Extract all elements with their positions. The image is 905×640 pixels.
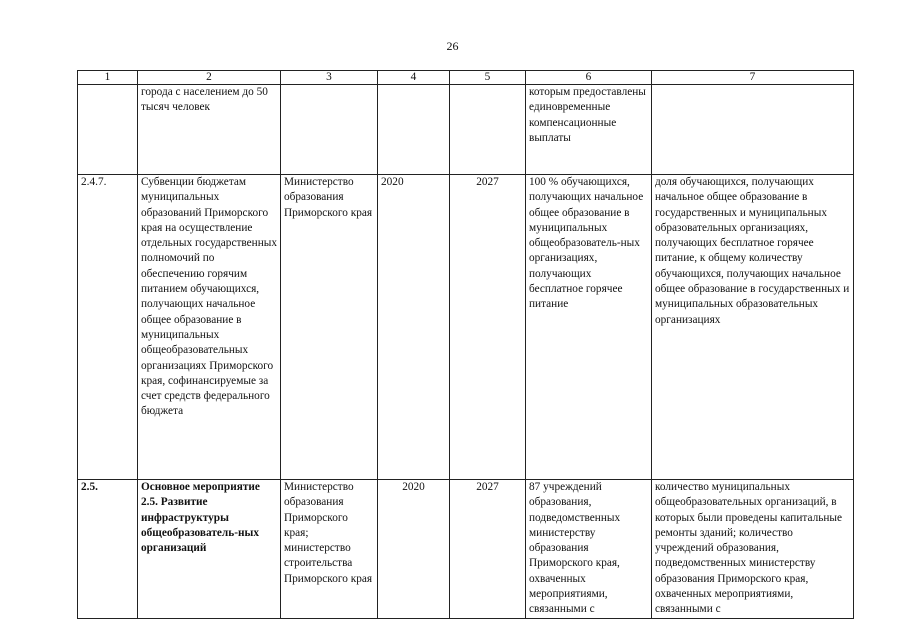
cell-name: города с населением до 50 тысяч человек [138,85,281,175]
header-row [78,71,854,85]
header-cell: 3 [281,71,378,85]
cell-name: Основное мероприятие 2.5. Развитие инфраструктуры общеобразователь-ных организаций [138,480,281,619]
cell-num: 2.4.7. [78,175,138,480]
cell-end-year: 2027 [450,175,526,480]
cell-num: 2.5. [78,480,138,619]
cell-end-year [450,85,526,175]
cell-result: 100 % обучающихся, получающих начальное общее образование в муниципальных общеобразователь-ных организациях, получающих бесплатное горячее питание [526,175,652,480]
cell-start-year [378,85,450,175]
cell-num [78,85,138,175]
table-row-continuation [78,85,854,175]
cell-name: Субвенции бюджетам муниципальных образований Приморского края на осуществление отдельных государственных полномочий по обеспечению горячим питанием обучающихся, получающих начальное общее образование в муниципальных общеобразовательных организациях Приморского края, софинансируемые за счет средств федерального бюджета [138,175,281,480]
cell-executor: Министерство образования Приморского края; министерство строительства Приморского края [281,480,378,619]
table-row-2-4-7 [78,175,854,480]
cell-end-year: 2027 [450,480,526,619]
cell-indicator [652,85,854,175]
header-cell: 4 [378,71,450,85]
header-cell: 6 [526,71,652,85]
page-number: 26 [446,39,459,53]
cell-result: которым предоставлены единовременные компенсационные выплаты [526,85,652,175]
cell-indicator: доля обучающихся, получающих начальное общее образование в государственных и муниципальных образовательных организациях, получающих бесплатное горячее питание, к общему количеству обучающихся, получающих начальное общее образование в государственных и муниципальных образовательных организациях [652,175,854,480]
cell-result: 87 учреждений образования, подведомственных министерству образования Приморского края, охваченных мероприятиями, связанными с [526,480,652,619]
table-row-2-5 [78,480,854,619]
header-cell: 7 [652,71,854,85]
header-cell: 2 [138,71,281,85]
cell-executor: Министерство образования Приморского края [281,175,378,480]
header-cell: 5 [450,71,526,85]
cell-start-year: 2020 [378,175,450,480]
cell-executor [281,85,378,175]
cell-indicator: количество муниципальных общеобразовательных организаций, в которых были проведены капитальные ремонты зданий; количество учреждений образования, подведомственных министерству образования Приморского края, охваченных мероприятиями, связанными с [652,480,854,619]
program-table [77,70,854,619]
header-cell: 1 [78,71,138,85]
cell-start-year: 2020 [378,480,450,619]
